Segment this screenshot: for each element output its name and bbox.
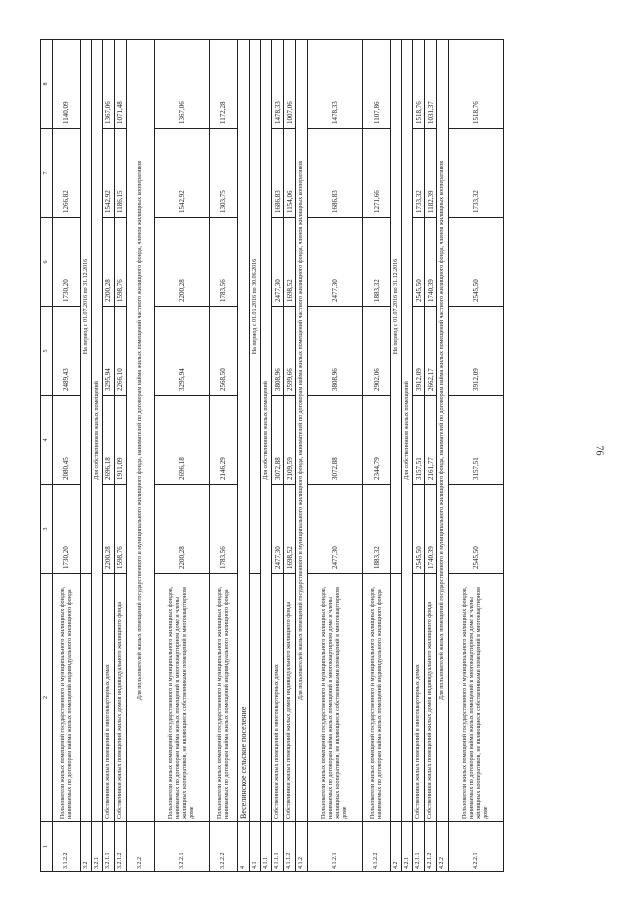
- row-code: 3.2.2.1: [155, 822, 210, 872]
- period-label: На период с 01.07.2016 по 31.12.2016: [391, 40, 402, 574]
- value-cell: 1140,09: [53, 40, 81, 129]
- period-label: На период с 01.01.2016 по 30.06.2016: [250, 40, 261, 574]
- header-cell: 7: [41, 129, 53, 218]
- value-cell: 1730,20: [53, 485, 81, 574]
- value-cell: 2200,28: [103, 485, 115, 574]
- table-row: [425, 40, 437, 872]
- value-cell: 3295,94: [155, 307, 210, 396]
- table-row: [103, 40, 115, 872]
- row-code: 4.2.1.2: [425, 822, 437, 872]
- section-title: Для собственников жилых помещений: [261, 40, 272, 822]
- value-cell: 1478,33: [272, 40, 284, 129]
- value-cell: 2568,50: [210, 307, 238, 396]
- value-cell: 2545,50: [413, 218, 425, 307]
- value-cell: 3808,96: [308, 307, 363, 396]
- table-row: [284, 40, 296, 872]
- value-cell: 1686,83: [272, 129, 284, 218]
- row-code: 4.2.2: [437, 822, 449, 872]
- row-code: 3.2: [81, 822, 92, 872]
- row-label: Собственники жилых помещений в многоквартирных домах: [103, 574, 115, 822]
- section-title: Для пользователей жилых помещений государственного и муниципального жилищного фонда, нанимателей по договорам найма жилых помещений частного жилищного фонда, членов жилищных кооперативов: [127, 40, 155, 822]
- value-cell: 1733,32: [413, 129, 425, 218]
- value-cell: 2344,79: [363, 396, 391, 485]
- page-number: 76: [593, 445, 605, 456]
- period-row: [250, 40, 261, 872]
- value-cell: 2696,18: [155, 396, 210, 485]
- value-cell: 1686,83: [308, 129, 363, 218]
- value-cell: 1182,39: [425, 129, 437, 218]
- value-cell: 3912,09: [413, 307, 425, 396]
- tariff-table: [40, 39, 504, 872]
- header-cell: 1: [41, 822, 53, 872]
- value-cell: 1154,06: [284, 129, 296, 218]
- value-cell: 1478,33: [308, 40, 363, 129]
- value-cell: 2200,28: [155, 485, 210, 574]
- value-cell: 3295,94: [103, 307, 115, 396]
- table-row: [308, 40, 363, 872]
- table-row: [115, 40, 127, 872]
- value-cell: 2146,29: [210, 396, 238, 485]
- value-cell: 3808,96: [272, 307, 284, 396]
- period-row: [391, 40, 402, 872]
- value-cell: 2477,30: [272, 485, 284, 574]
- row-code: 4.1.1.1: [272, 822, 284, 872]
- value-cell: 1266,82: [53, 129, 81, 218]
- row-code: 3.2.2.2: [210, 822, 238, 872]
- row-code: 4: [238, 822, 250, 872]
- value-cell: 3072,88: [308, 396, 363, 485]
- header-cell: 3: [41, 485, 53, 574]
- row-blank: [81, 574, 92, 822]
- section-title: Для пользователей жилых помещений государственного и муниципального жилищного фонда, нанимателей по договорам найма жилых помещений частного жилищного фонда, членов жилищных кооперативов: [296, 40, 308, 822]
- value-cell: 1783,56: [210, 218, 238, 307]
- table-row: [53, 40, 81, 872]
- header-cell: 2: [41, 574, 53, 822]
- value-cell: 2200,28: [155, 218, 210, 307]
- value-cell: 3072,88: [272, 396, 284, 485]
- period-label: На период с 01.07.2016 по 31.12.2016: [81, 40, 92, 574]
- value-cell: 2200,28: [103, 218, 115, 307]
- section-row: [437, 40, 449, 872]
- value-cell: 1883,32: [363, 485, 391, 574]
- row-code: 4.2.1: [402, 822, 413, 872]
- row-label: Собственники жилых помещений в многоквартирных домах: [272, 574, 284, 822]
- value-cell: 3157,51: [413, 396, 425, 485]
- value-cell: 2109,59: [284, 396, 296, 485]
- value-cell: 1783,56: [210, 485, 238, 574]
- value-cell: 1518,76: [413, 40, 425, 129]
- table-row: [155, 40, 210, 872]
- row-code: 4.1.1: [261, 822, 272, 872]
- section-title: Веселинское сельское поселение: [238, 40, 250, 822]
- row-label: Пользователи жилых помещений государственного и муниципального жилищных фондов, нанимаемых по договорам найма жилых помещений в многоквартирном доме и члены жилищных кооперативов, не являющиеся собственниками помещений в многоквартирном доме: [449, 574, 504, 822]
- row-label: Собственники жилых помещений жилых домов индивидуального жилищного фонда: [115, 574, 127, 822]
- value-cell: 1542,92: [155, 129, 210, 218]
- section-row: [296, 40, 308, 872]
- value-cell: 1107,86: [363, 40, 391, 129]
- row-code: 3.2.1.2: [115, 822, 127, 872]
- value-cell: 1740,39: [425, 485, 437, 574]
- section-row: [92, 40, 103, 872]
- row-code: 4.1.2: [296, 822, 308, 872]
- value-cell: 2266,10: [115, 307, 127, 396]
- section-row: [127, 40, 155, 872]
- value-cell: 2545,50: [413, 485, 425, 574]
- value-cell: 2902,06: [363, 307, 391, 396]
- value-cell: 1367,06: [155, 40, 210, 129]
- header-cell: 5: [41, 307, 53, 396]
- value-cell: 1071,48: [115, 40, 127, 129]
- value-cell: 1598,76: [115, 485, 127, 574]
- value-cell: 3157,51: [449, 396, 504, 485]
- table-row: [363, 40, 391, 872]
- value-cell: 1271,66: [363, 129, 391, 218]
- header-cell: 8: [41, 40, 53, 129]
- row-code: 4.2.1.1: [413, 822, 425, 872]
- section-title: Для пользователей жилых помещений государственного и муниципального жилищного фонда, нанимателей по договорам найма жилых помещений частного жилищного фонда, членов жилищных кооперативов: [437, 40, 449, 822]
- row-code: 4.1: [250, 822, 261, 872]
- row-label: Собственники жилых помещений жилых домов индивидуального жилищного фонда: [284, 574, 296, 822]
- row-label: Собственники жилых помещений в многоквартирных домах: [413, 574, 425, 822]
- value-cell: 2599,66: [284, 307, 296, 396]
- row-blank: [391, 574, 402, 822]
- period-row: [81, 40, 92, 872]
- value-cell: 2161,77: [425, 396, 437, 485]
- table-row: [272, 40, 284, 872]
- row-label: Пользователи жилых помещений государственного и муниципального жилищных фондов, нанимаемых по договорам найма жилых помещений индивидуального жилищного фонда: [53, 574, 81, 822]
- value-cell: 1542,92: [103, 129, 115, 218]
- section-title: Для собственников жилых помещений: [402, 40, 413, 822]
- value-cell: 1911,09: [115, 396, 127, 485]
- header-cell: 4: [41, 396, 53, 485]
- value-cell: 2545,50: [449, 218, 504, 307]
- row-code: 4.1.1.2: [284, 822, 296, 872]
- row-label: Пользователи жилых помещений государственного и муниципального жилищных фондов, нанимаемых по договорам найма жилых помещений индивидуального жилищного фонда: [363, 574, 391, 822]
- row-code: 3.1.2.2: [53, 822, 81, 872]
- value-cell: 1303,75: [210, 129, 238, 218]
- row-code: 4.2.2.1: [449, 822, 504, 872]
- table-row: [449, 40, 504, 872]
- value-cell: 1186,15: [115, 129, 127, 218]
- value-cell: 1031,37: [425, 40, 437, 129]
- value-cell: 1367,06: [103, 40, 115, 129]
- row-label: Собственники жилых помещений жилых домов индивидуального жилищного фонда: [425, 574, 437, 822]
- value-cell: 1740,39: [425, 218, 437, 307]
- row-code: 3.2.2: [127, 822, 155, 872]
- value-cell: 1698,52: [284, 218, 296, 307]
- value-cell: 2662,17: [425, 307, 437, 396]
- value-cell: 2080,45: [53, 396, 81, 485]
- value-cell: 2477,30: [272, 218, 284, 307]
- row-label: Пользователи жилых помещений государственного и муниципального жилищных фондов, нанимаемых по договорам найма жилых помещений в многоквартирном доме и члены жилищных кооперативов, не являющиеся собственниками помещений в многоквартирном доме: [155, 574, 210, 822]
- value-cell: 2489,43: [53, 307, 81, 396]
- rotated-table-wrapper: [40, 40, 610, 872]
- table-row: [210, 40, 238, 872]
- header-cell: 6: [41, 218, 53, 307]
- value-cell: 2477,30: [308, 485, 363, 574]
- value-cell: 1733,32: [449, 129, 504, 218]
- row-code: 3.2.1.1: [103, 822, 115, 872]
- row-code: 3.2.1: [92, 822, 103, 872]
- value-cell: 2696,18: [103, 396, 115, 485]
- value-cell: 3912,09: [449, 307, 504, 396]
- row-label: Пользователи жилых помещений государственного и муниципального жилищных фондов, нанимаемых по договорам найма жилых помещений в многоквартирном доме и члены жилищных кооперативов, не являющиеся собственниками помещений в многоквартирном доме: [308, 574, 363, 822]
- table-body: [41, 40, 504, 872]
- value-cell: 1172,28: [210, 40, 238, 129]
- value-cell: 2477,30: [308, 218, 363, 307]
- value-cell: 1698,52: [284, 485, 296, 574]
- section-row: [261, 40, 272, 872]
- row-blank: [250, 574, 261, 822]
- row-code: 4.2: [391, 822, 402, 872]
- header-row: [41, 40, 53, 872]
- row-label: Пользователи жилых помещений государственного и муниципального жилищных фондов, нанимаемых по договорам найма жилых помещений индивидуального жилищного фонда: [210, 574, 238, 822]
- value-cell: 2545,50: [449, 485, 504, 574]
- value-cell: 1883,32: [363, 218, 391, 307]
- section-row: [402, 40, 413, 872]
- section-title: Для собственников жилых помещений: [92, 40, 103, 822]
- table-row: [413, 40, 425, 872]
- value-cell: 1730,20: [53, 218, 81, 307]
- value-cell: 1518,76: [449, 40, 504, 129]
- row-code: 4.1.2.2: [363, 822, 391, 872]
- section-row: [238, 40, 250, 872]
- value-cell: 1007,06: [284, 40, 296, 129]
- value-cell: 1598,76: [115, 218, 127, 307]
- row-code: 4.1.2.1: [308, 822, 363, 872]
